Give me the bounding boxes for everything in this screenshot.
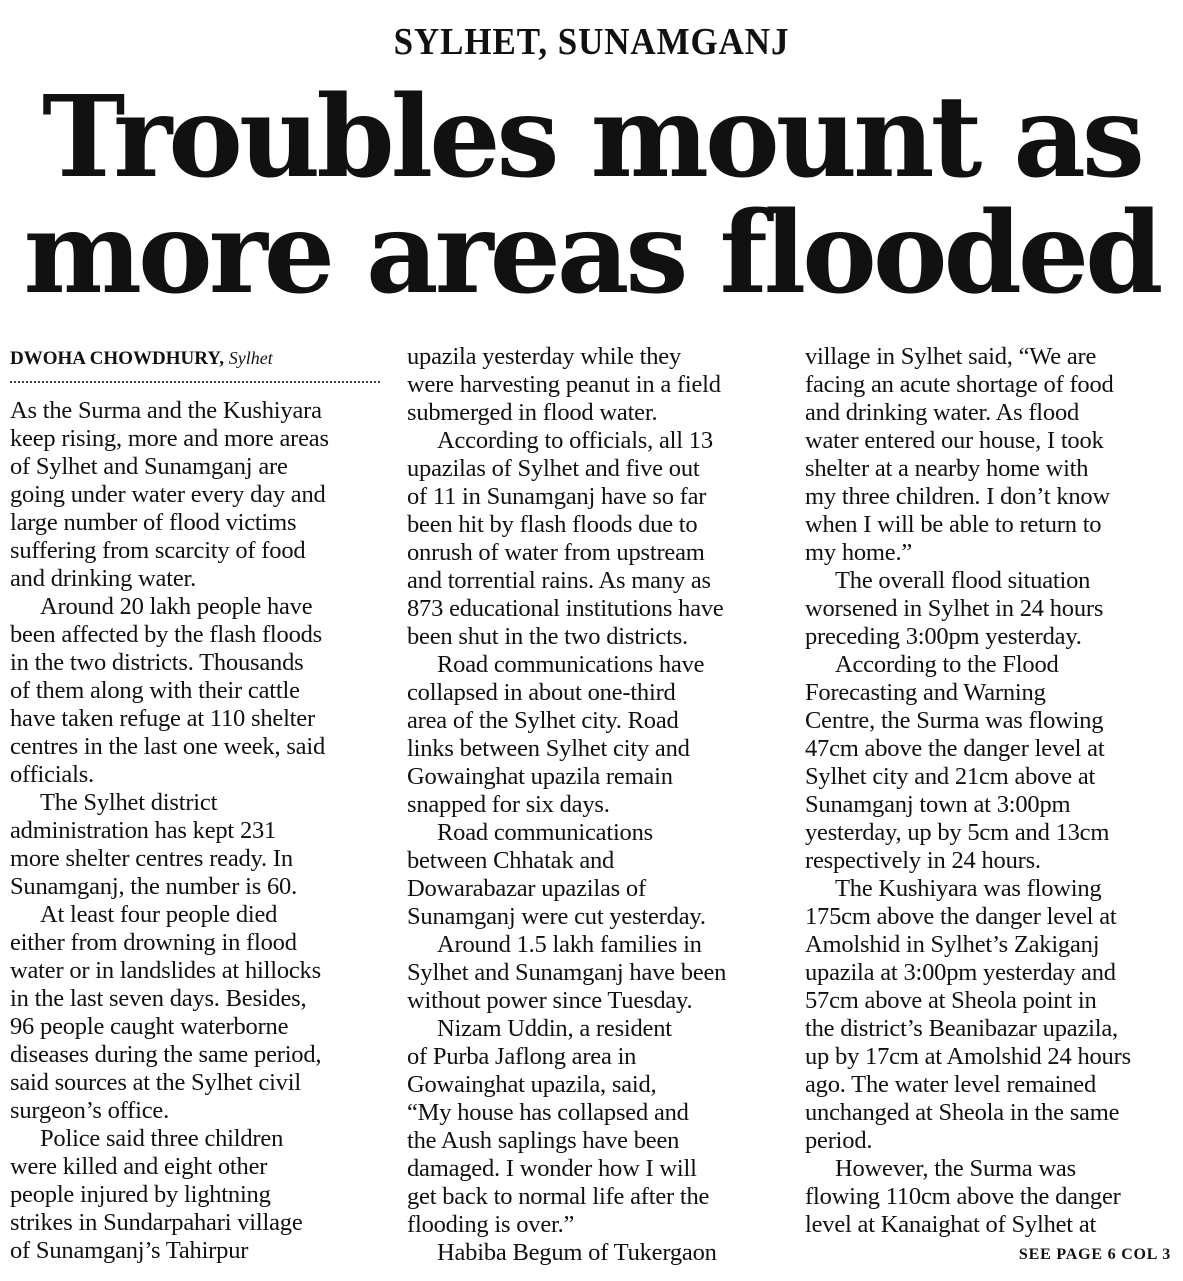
byline-author: DWOHA CHOWDHURY, (10, 348, 224, 369)
body-text-line: in the two districts. Thousands (10, 649, 304, 676)
body-text-line: of them along with their cattle (10, 677, 300, 704)
article-column-3 (805, 343, 1177, 1239)
body-text-line: Gowainghat upazila remain (407, 763, 673, 790)
body-text-line: upazila yesterday while they (407, 343, 681, 370)
body-text-line: get back to normal life after the (407, 1183, 710, 1210)
body-text-line: upazilas of Sylhet and five out (407, 455, 700, 482)
body-text-line: Gowainghat upazila, said, (407, 1071, 657, 1098)
body-text-line: upazila at 3:00pm yesterday and (805, 959, 1116, 986)
body-text-line: 873 educational institutions have (407, 595, 724, 622)
body-text-line: Sunamganj, the number is 60. (10, 873, 298, 900)
headline (0, 72, 1183, 319)
body-text-line: officials. (10, 761, 94, 788)
body-text-line: 47cm above the danger level at (805, 735, 1105, 762)
continuation-jump-line: SEE PAGE 6 COL 3 (1018, 1246, 1171, 1263)
body-text-line: going under water every day and (10, 481, 326, 508)
body-text-line: Nizam Uddin, a resident (437, 1015, 672, 1042)
body-text-line: Dowarabazar upazilas of (407, 875, 646, 902)
body-text-line: Sylhet city and 21cm above at (805, 763, 1096, 790)
body-text-line: Around 20 lakh people have (40, 593, 313, 620)
body-text-line: without power since Tuesday. (407, 987, 693, 1014)
body-text-line: links between Sylhet city and (407, 735, 690, 762)
body-text-line: up by 17cm at Amolshid 24 hours (805, 1043, 1131, 1070)
body-text-line: The Kushiyara was flowing (835, 875, 1102, 902)
section-kicker: SYLHET, SUNAMGANJ (393, 21, 790, 63)
body-text-line: were killed and eight other (10, 1153, 268, 1180)
body-text-line: respectively in 24 hours. (805, 847, 1041, 874)
body-text-line: diseases during the same period, (10, 1041, 322, 1068)
body-text-line: water entered our house, I took (805, 427, 1104, 454)
body-text-line: The Sylhet district (40, 789, 218, 816)
body-text-line: level at Kanaighat of Sylhet at (805, 1211, 1097, 1238)
headline-line-1: Troubles mount as (42, 72, 1141, 203)
body-text-line: Forecasting and Warning (805, 679, 1046, 706)
body-text-line: flooding is over.” (407, 1211, 575, 1238)
body-text-line: between Chhatak and (407, 847, 615, 874)
body-text-line: village in Sylhet said, “We are (805, 343, 1097, 370)
body-text-line: submerged in flood water. (407, 399, 658, 426)
body-text-line: 96 people caught waterborne (10, 1013, 289, 1040)
article-column-1 (10, 397, 385, 1265)
body-text-line: 57cm above at Sheola point in (805, 987, 1097, 1014)
body-text-line: and drinking water. (10, 565, 197, 592)
body-text-line: area of the Sylhet city. Road (407, 707, 679, 734)
body-text-line: and torrential rains. As many as (407, 567, 711, 594)
body-text-line: Road communications have (437, 651, 705, 678)
body-text-line: keep rising, more and more areas (10, 425, 329, 452)
body-text-line: of Purba Jaflong area in (407, 1043, 637, 1070)
body-text-line: yesterday, up by 5cm and 13cm (805, 819, 1110, 846)
body-text-line: At least four people died (40, 901, 278, 928)
body-text-line: my home.” (805, 539, 913, 566)
body-text-line: my three children. I don’t know (805, 483, 1110, 510)
body-text-line: The overall flood situation (835, 567, 1091, 594)
body-text-line: either from drowning in flood (10, 929, 297, 956)
body-text-line: “My house has collapsed and (407, 1099, 689, 1126)
body-text-line: Road communications (437, 819, 653, 846)
body-text-line: According to the Flood (835, 651, 1059, 678)
body-text-line: Sylhet and Sunamganj have been (407, 959, 727, 986)
body-text-line: suffering from scarcity of food (10, 537, 306, 564)
body-text-line: onrush of water from upstream (407, 539, 705, 566)
body-text-line: of Sunamganj’s Tahirpur (10, 1237, 249, 1264)
body-text-line: damaged. I wonder how I will (407, 1155, 697, 1182)
body-text-line: have taken refuge at 110 shelter (10, 705, 315, 732)
body-text-line: water or in landslides at hillocks (10, 957, 321, 984)
byline-location: Sylhet (228, 348, 273, 368)
body-text-line: large number of flood victims (10, 509, 297, 536)
body-text-line: According to officials, all 13 (437, 427, 713, 454)
byline-divider (10, 381, 380, 383)
byline (10, 344, 380, 373)
body-text-line: worsened in Sylhet in 24 hours (805, 595, 1104, 622)
body-text-line: of Sylhet and Sunamganj are (10, 453, 288, 480)
body-text-line: period. (805, 1127, 873, 1154)
body-text-line: more shelter centres ready. In (10, 845, 293, 872)
body-text-line: of 11 in Sunamganj have so far (407, 483, 707, 510)
body-text-line: centres in the last one week, said (10, 733, 325, 760)
body-text-line: Police said three children (40, 1125, 284, 1152)
body-text-line: facing an acute shortage of food (805, 371, 1114, 398)
body-text-line: said sources at the Sylhet civil (10, 1069, 301, 1096)
headline-line-2: more areas flooded (23, 188, 1160, 319)
body-text-line: Centre, the Surma was flowing (805, 707, 1104, 734)
body-text-line: Around 1.5 lakh families in (437, 931, 702, 958)
body-text-line: surgeon’s office. (10, 1097, 169, 1124)
body-text-line: collapsed in about one-third (407, 679, 676, 706)
body-text-line: As the Surma and the Kushiyara (10, 397, 322, 424)
body-text-line: in the last seven days. Besides, (10, 985, 307, 1012)
body-text-line: when I will be able to return to (805, 511, 1102, 538)
body-text-line: 175cm above the danger level at (805, 903, 1117, 930)
body-text-line: However, the Surma was (835, 1155, 1076, 1182)
body-text-line: flowing 110cm above the danger (805, 1183, 1121, 1210)
body-text-line: been affected by the flash floods (10, 621, 323, 648)
body-text-line: snapped for six days. (407, 791, 610, 818)
body-text-line: been hit by flash floods due to (407, 511, 698, 538)
body-text-line: the Aush saplings have been (407, 1127, 680, 1154)
body-text-line: and drinking water. As flood (805, 399, 1080, 426)
body-text-line: ago. The water level remained (805, 1071, 1097, 1098)
body-text-line: Amolshid in Sylhet’s Zakiganj (805, 931, 1100, 958)
body-text-line: administration has kept 231 (10, 817, 277, 844)
body-text-line: people injured by lightning (10, 1181, 271, 1208)
body-text-line: Habiba Begum of Tukergaon (437, 1239, 717, 1266)
body-text-line: shelter at a nearby home with (805, 455, 1089, 482)
body-text-line: unchanged at Sheola in the same (805, 1099, 1120, 1126)
body-text-line: the district’s Beanibazar upazila, (805, 1015, 1118, 1042)
body-text-line: Sunamganj town at 3:00pm (805, 791, 1071, 818)
body-text-line: preceding 3:00pm yesterday. (805, 623, 1082, 650)
body-text-line: strikes in Sundarpahari village (10, 1209, 303, 1236)
body-text-line: been shut in the two districts. (407, 623, 688, 650)
article-column-2 (407, 343, 782, 1267)
body-text-line: were harvesting peanut in a field (407, 371, 721, 398)
body-text-line: Sunamganj were cut yesterday. (407, 903, 706, 930)
